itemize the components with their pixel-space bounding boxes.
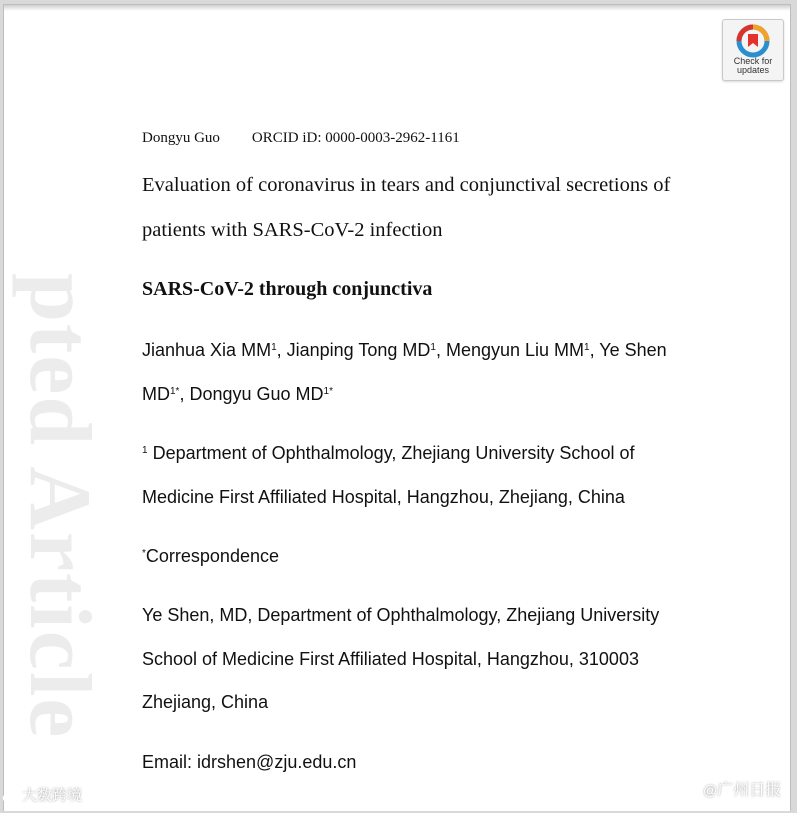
author-affil-mark: 1 (430, 342, 436, 353)
author-list-line-1 (142, 340, 667, 361)
document-page (3, 4, 791, 811)
orcid-id[interactable]: ORCID iD: 0000-0003-2962-1161 (251, 130, 460, 146)
running-title: SARS-CoV-2 through conjunctiva (142, 278, 433, 300)
weibo-icon (3, 789, 19, 803)
correspondence-email[interactable]: Email: idrshen@zju.edu.cn (142, 752, 357, 772)
author-name: , Dongyu Guo MD (179, 384, 324, 404)
badge-label-line1: Check for (733, 56, 773, 66)
overlay-right-text: 广州日报 (717, 782, 782, 799)
correspondence-line-3: Zhejiang, China (142, 692, 269, 712)
corresponding-author-header (142, 130, 460, 147)
correspondence-mark: * (142, 548, 146, 559)
author-affil-mark: 1* (323, 386, 333, 397)
check-for-updates-badge[interactable] (722, 19, 784, 81)
author-name: , Ye Shen (589, 340, 667, 360)
correspondence-label: Correspondence (145, 546, 279, 566)
badge-label-line2: updates (736, 65, 770, 75)
author-list-line-2 (142, 384, 333, 405)
badge-label (723, 57, 783, 75)
author-name: , Mengyun Liu MM (435, 340, 585, 360)
affiliation-line-2: Medicine First Affiliated Hospital, Hangzhou, Zhejiang, China (142, 487, 625, 507)
article-title-line-1: Evaluation of coronavirus in tears and conjunctival secretions of (142, 174, 671, 196)
watermark-text: pted Article (11, 273, 108, 740)
correspondence-heading (142, 546, 279, 567)
article-title-line-2: patients with SARS-CoV-2 infection (142, 219, 443, 241)
affiliation-text: Department of Ophthalmology, Zhejiang University School of (147, 443, 635, 463)
affiliation-mark: 1 (142, 445, 148, 456)
author-affil-mark: 1 (271, 342, 277, 353)
author-name: Jianhua Xia MM (142, 340, 272, 360)
affiliation-line-1 (142, 443, 634, 464)
author-name: , Jianping Tong MD (276, 340, 431, 360)
overlay-left-text: 大数跨境 (22, 787, 83, 804)
at-sign: @ (703, 782, 718, 798)
weibo-icon (678, 782, 700, 800)
correspondence-line-1: Ye Shen, MD, Department of Ophthalmology, Zhejiang University (142, 605, 660, 625)
overlay-watermark-left (3, 784, 82, 805)
overlay-watermark-right (678, 777, 781, 800)
crossmark-icon (737, 25, 769, 57)
accepted-article-watermark (11, 273, 136, 813)
correspondence-line-2: School of Medicine First Affiliated Hospital, Hangzhou, 310003 (142, 649, 639, 669)
author-affil-mark: 1* (170, 386, 180, 397)
header-author-name: Dongyu Guo (142, 130, 220, 146)
page-top-shadow (4, 5, 790, 11)
author-degree: MD (142, 384, 170, 404)
author-affil-mark: 1 (584, 342, 590, 353)
